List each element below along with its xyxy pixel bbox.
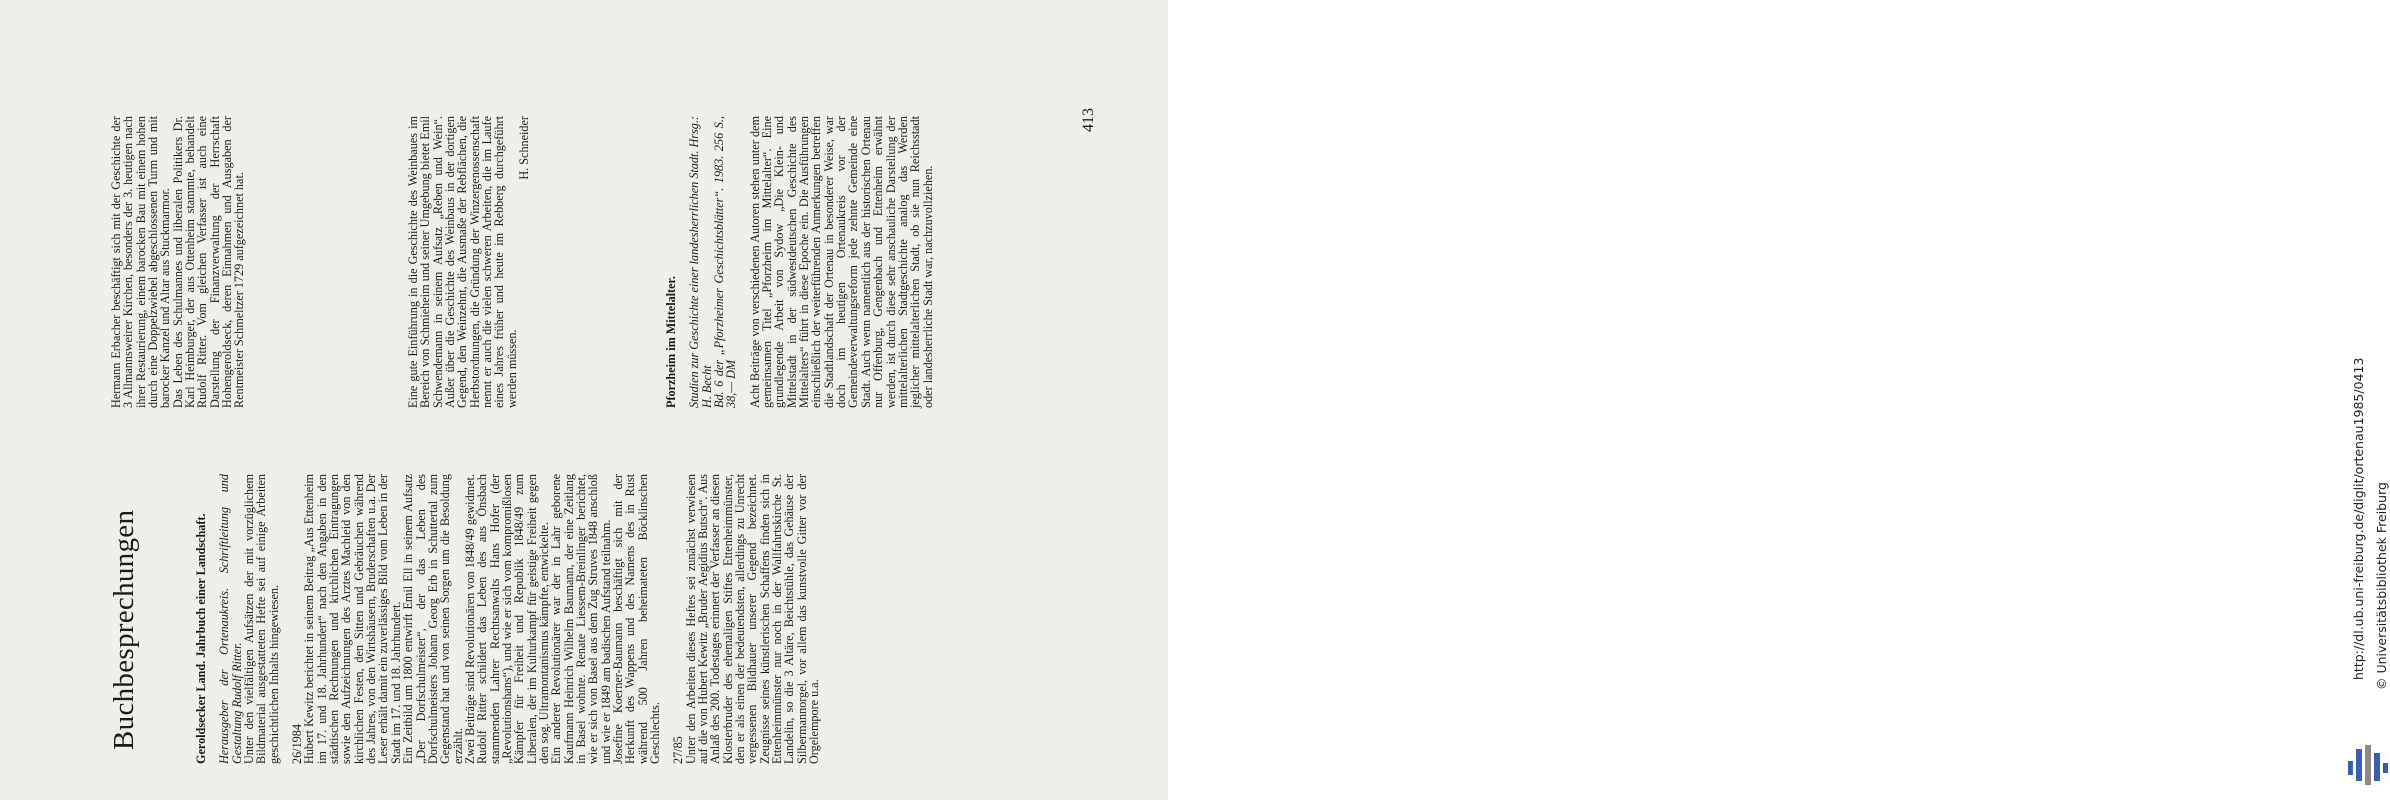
source-url-link[interactable]: http://dl.ub.uni-freiburg.de/diglit/ortenau1985/0413 <box>2351 357 2366 680</box>
review-column-3 <box>407 116 530 408</box>
review-heading: Geroldsecker Land. Jahrbuch einer Landschaft. <box>194 513 208 764</box>
review-column-4 <box>665 116 934 408</box>
paragraph: Unter den Arbeiten dieses Heftes sei zunächst verwiesen auf die von Hubert Kewitz „Bruder Aegidius Butsch“. Aus Anlaß des 200. Todestages erinnert der Verfasser an diesen Klosterbruder des ehemaligen Stiftes Ettenheimmünster, den er als einen der bedeutendsten, allerdings zu Unrecht vergessenen Bildhauer unserer Gegend bezeichnet. Zeugnisse seines künstlerischen Schaffens finden sich in Ettenheimmünster nur noch in der Wallfahrtskirche St. Landelin, so die 3 Altäre, Beichtstühle, das Gehäuse der Silbermannorgel, vor allem das kunstvolle Gitter vor der Orgelempore u.a. <box>683 474 822 764</box>
paragraph: Ein anderer Revolutionärer war der in Lahr geborene Kaufmann Heinrich Wilhelm Baumann, der eine Zeitlang in Basel wohnte. Renate Liessem-Breinlinger berichtet, wie er sich von Basel aus dem Zug Struves 1848 anschloß und wie er 1849 am badischen Aufstand teilnahm. <box>549 474 613 764</box>
review-column-2 <box>110 116 246 408</box>
review-column-1 <box>195 474 821 764</box>
page-number: 413 <box>1080 108 1097 132</box>
issue-number: 27/85 <box>671 736 686 764</box>
paragraph: Hermann Erbacher beschäftigt sich mit der Geschichte der 3 Allmannsweirer Kirchen, besonders der 3. heutigen nach ihrer Restaurierung, einem barocken Bau mit einem hohen durch eine Doppelzwiebel abgeschlossenen Turm und mit barocker Kanzel und Altar aus Stuckmarmor. <box>109 116 173 408</box>
review-signature: H. Schneider <box>517 116 532 180</box>
paragraph: Ein Zeitbild um 1800 entwirft Emil Ell in seinem Aufsatz „Der Dorfschulmeister“, der das Leben des Dorfschulmeisters Johann Georg Erb in Schuttertal zum Gegenstand hat und von seinen Sorgen um die Besoldung erzählt. <box>401 474 465 764</box>
paragraph: Hubert Kewitz berichtet in seinem Beitrag „Aus Ettenheim im 17. und 18. Jahrhundert“ nach den Angaben in den städtischen Rechnungen und kirchlichen Eintragungen sowie den Aufzeichnungen des Arztes Machleid von den kirchlichen Festen, den Sitten und Gebräuchen während des Jahres, von den Wirtshäusern, Bruderschaften u.a. Der Leser erhält damit ein zuverlässiges Bild vom Leben in der Stadt im 17. und 18. Jahrhundert. <box>302 474 403 764</box>
library-sidebar <box>1168 0 2389 800</box>
paragraph: Acht Beiträge von verschiedenen Autoren stehen unter dem gemeinsamen Titel „Pforzheim im Mittelalter“. Eine grundlegende Arbeit von Sydow „Die Klein- und Mittelstadt in der südwestdeutschen Geschichte des Mittelalters“ führt in diese Epoche ein. Die Ausführungen einschließlich der weiterführenden Anmerkungen betreffen die Stadtlandschaft der Ortenau in besonderer Weise, war doch im heutigen Ortenaukreis vor der Gemeindeverwaltungsreform jede zehnte Gemeinde eine Stadt. Auch wenn namentlich aus der historischen Ortenau nur Offenburg, Gengenbach und Ettenheim erwähnt werden, ist durch diese sehr anschauliche Darstellung der mittelalterlichen Stadtgeschichte analog das Werden jeglicher mittelalterlichen Stadt, ob sie nun Reichsstadt oder landesherrliche Stadt war, nachzuvollziehen. <box>747 116 935 408</box>
review-heading: Pforzheim im Mittelalter. <box>664 276 678 408</box>
rotated-page-content <box>0 0 1168 800</box>
issue-number: 26/1984 <box>290 724 305 764</box>
page-title: Buchbesprechungen <box>108 509 140 750</box>
paragraph: Eine gute Einführung in die Geschichte des Weinbaues im Bereich von Schmieheim und seiner Umgebung bietet Emil Schwendemann in seinem Aufsatz „Reben und Wein“. Außer über die Geschichte des Weinbaus in der dortigen Gegend, den Weinzehnt, die Ausmaße der Rebflächen, die Herbstordnungen, die Gründung der Winzergenossenschaft nennt er auch die vielen schweren Arbeiten, die im Laufe eines Jahres früher und heute im Rebberg durchgeführt werden müssen. <box>406 116 519 408</box>
review-intro: Unter den vielfältigen Aufsätzen der mit vorzüglichem Bildmaterial ausgestatteten Hefte sei auf einige Arbeiten geschichtlichen Inhalts hingewiesen. <box>242 474 281 764</box>
paragraph: Zwei Beiträge sind Revolutionären von 1848/49 gewidmet. Rudolf Ritter schildert das Leben des aus Önsbach stammenden Lahrer Rechtsanwalts Hans Hofer (der „Revolutionshans“), und wie er sich vom kompromißlosen Kämpfer für Freiheit und Republik 1848/49 zum Liberalen, der im Kulturkampf für geistige Freiheit gegen den sog. Ultramontanismus kämpfte, entwickelte. <box>462 474 551 764</box>
ub-freiburg-logo-icon <box>2346 745 2390 785</box>
review-series: Bd. 6 der „Pforzheimer Geschichtsblätter“. 1983. 256 S., 38,— DM <box>712 116 739 408</box>
copyright-notice: © Universitätsbibliothek Freiburg <box>2374 482 2389 690</box>
paragraph: Das Leben des Schulmannes und liberalen Politikers Dr. Karl Heimburger, der aus Ottenheim stammte, behandelt Rudolf Ritter. Vom gleichen Verfasser ist auch eine Darstellung der Finanzverwaltung der Herrschaft Hohengeroldseck, deren Einnahmen und Ausgaben der Rentmeister Schmeltzer 1729 aufgezeichnet hat. <box>170 116 247 408</box>
paragraph: Josefine Koerner-Baumann beschäftigt sich mit der Herkunft des Wappens und des Namens des in Rust während 500 Jahren beheimateten Böcklinschen Geschlechts. <box>611 474 663 764</box>
review-subtitle: Studien zur Geschichte einer landesherrlichen Stadt. Hrsg.: H. Becht <box>687 116 714 408</box>
scanned-page <box>0 0 1168 800</box>
review-editors: Herausgeber der Ortenaukreis. Schriftleitung und Gestaltung Rudolf Ritter. <box>217 474 244 764</box>
